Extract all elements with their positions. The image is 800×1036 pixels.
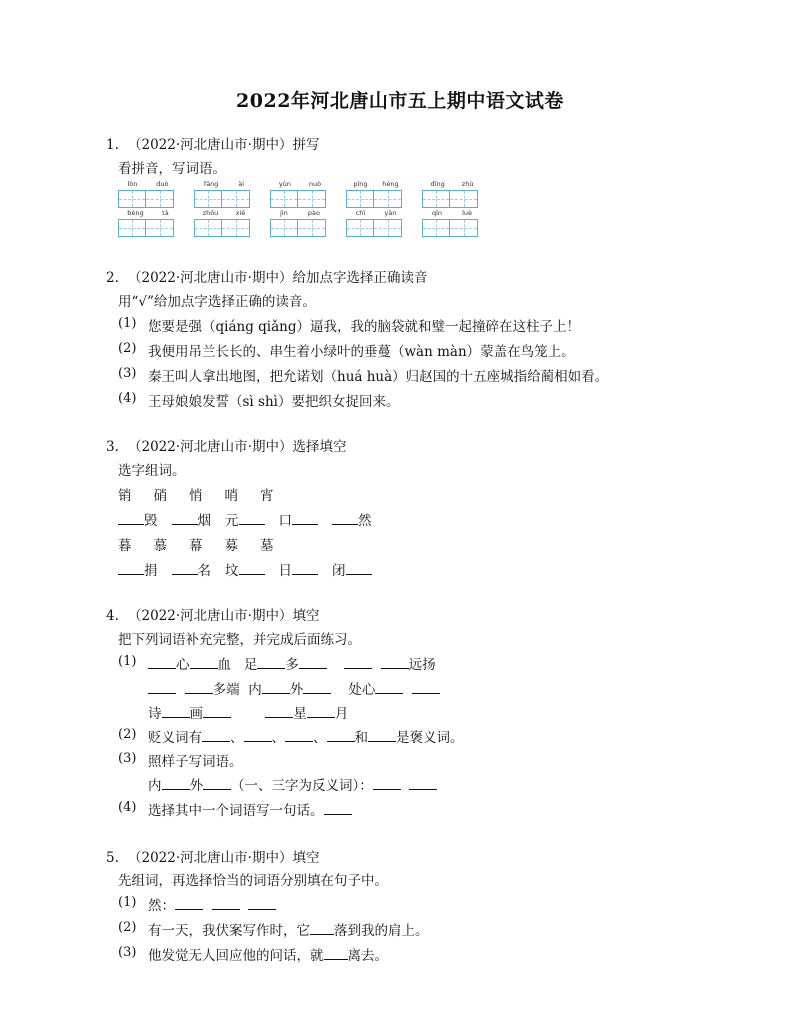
question-source: （2022·河北唐山市·期中）填空 <box>128 850 320 866</box>
fill-blank-word: 毁 <box>118 509 158 529</box>
char-option: 募 <box>224 538 238 554</box>
question-source: （2022·河北唐山市·期中）给加点字选择正确读音 <box>128 270 428 286</box>
char-option: 硝 <box>153 488 167 504</box>
char-choices-2 <box>118 534 296 554</box>
question-3-instruction: 选字组词。 <box>118 463 186 479</box>
pinyin-word <box>194 180 254 208</box>
question-3-header <box>106 435 346 455</box>
pinyin-syllable: tà <box>162 209 169 217</box>
sentence-instruction: 选择其中一个词语写一句话。 <box>148 799 352 819</box>
writing-cell[interactable] <box>146 219 174 237</box>
writing-cell[interactable] <box>118 219 146 237</box>
char-choices-1 <box>118 484 296 504</box>
pinyin-syllable: xiē <box>235 209 246 217</box>
question-source: （2022·河北唐山市·期中）填空 <box>128 608 320 624</box>
char-option: 宵 <box>260 488 274 504</box>
question-4-instruction: 把下列词语补充完整，并完成后面练习。 <box>118 632 361 648</box>
writing-cell[interactable] <box>118 190 146 208</box>
char-option: 哨 <box>224 488 238 504</box>
writing-cell[interactable] <box>374 219 402 237</box>
pinyin-syllable: yùn <box>278 180 292 188</box>
char-option: 暮 <box>118 538 132 554</box>
char-option: 悄 <box>189 488 203 504</box>
sub-question-number: (2) <box>118 727 137 742</box>
pinyin-syllable: héng <box>382 180 399 188</box>
fill-blank-word: 元 <box>225 509 265 529</box>
fill-row-2 <box>118 559 386 579</box>
char-option: 销 <box>118 488 132 504</box>
pinyin-word <box>346 180 406 208</box>
question-number: 3. <box>106 439 119 455</box>
writing-cell[interactable] <box>194 219 222 237</box>
fill-row-1 <box>118 509 386 529</box>
writing-cell[interactable] <box>374 190 402 208</box>
writing-cell[interactable] <box>346 219 374 237</box>
sub-question-number: (1) <box>118 654 137 669</box>
fill-blank-word: 坟 <box>225 559 265 579</box>
pinyin-row-1 <box>118 180 482 208</box>
writing-cell[interactable] <box>422 190 450 208</box>
page-title: 2022年河北唐山市五上期中语文试卷 <box>236 90 564 112</box>
pinyin-syllable: duò <box>156 180 169 188</box>
pinyin-syllable: chì <box>355 209 366 217</box>
example-fill-line: 内 外 （一、三字为反义词）： <box>148 774 437 794</box>
pinyin-row-2 <box>118 209 482 237</box>
question-5-header <box>106 846 319 866</box>
question-4-header <box>106 604 319 624</box>
pinyin-syllable: lòn <box>127 180 138 188</box>
question-number: 4. <box>106 608 119 624</box>
writing-cell[interactable] <box>222 190 250 208</box>
fill-blank-word: 名 <box>172 559 212 579</box>
pinyin-word <box>422 209 482 237</box>
pinyin-syllable: píng <box>353 180 368 188</box>
pinyin-word <box>270 209 330 237</box>
pinyin-word <box>422 180 482 208</box>
pinyin-syllable: zhōu <box>202 209 219 217</box>
fill-blank-word: 口 <box>279 509 319 529</box>
question-1-header <box>106 133 319 153</box>
sub-question-number: (1) <box>118 895 137 910</box>
fill-blank-word: 捐 <box>118 559 158 579</box>
sub-question-number: (3) <box>118 945 137 960</box>
fill-blank-word: 烟 <box>172 509 212 529</box>
sub-question-number: (2) <box>118 341 137 356</box>
pinyin-syllable: zhù <box>461 180 474 188</box>
question-source: （2022·河北唐山市·期中）拼写 <box>128 137 320 153</box>
sentence-fill-3: 他发觉无人回应他的问话，就 离去。 <box>148 948 388 964</box>
pinyin-syllable: fāng <box>203 180 219 188</box>
fill-blank-word: 然 <box>332 509 372 529</box>
char-option: 慕 <box>153 538 167 554</box>
pronunciation-item: 您要是强（qiáng qiǎng）逼我，我的脑袋就和璧一起撞碎在这柱子上！ <box>148 319 580 335</box>
sub-question-number: (3) <box>118 751 137 766</box>
sub-question-number: (3) <box>118 366 137 381</box>
question-2-header <box>106 266 427 286</box>
pinyin-syllable: bèng <box>127 209 144 217</box>
writing-cell[interactable] <box>298 190 326 208</box>
writing-cell[interactable] <box>450 190 478 208</box>
pronunciation-item: 我便用吊兰长长的、串生着小绿叶的垂蔓（wàn màn）蒙盖在鸟笼上。 <box>148 344 575 360</box>
pinyin-syllable: jìn <box>280 209 288 217</box>
question-2-instruction: 用“√”给加点字选择正确的读音。 <box>118 294 316 310</box>
writing-cell[interactable] <box>270 190 298 208</box>
pinyin-syllable: nuò <box>308 180 322 188</box>
sub-question-number: (2) <box>118 920 137 935</box>
sub-question-number: (4) <box>118 391 137 406</box>
word-fill-line: 然： <box>148 894 276 914</box>
writing-cell[interactable] <box>450 219 478 237</box>
fill-blank-word: 闭 <box>332 559 372 579</box>
question-5-instruction: 先组词，再选择恰当的词语分别填在句子中。 <box>118 873 388 889</box>
pinyin-syllable: ài <box>238 180 245 188</box>
idiom-fill-row-2: 多端 内 外 处心 <box>148 678 440 698</box>
pinyin-syllable: dīng <box>430 180 445 188</box>
writing-cell[interactable] <box>194 190 222 208</box>
pronunciation-item: 王母娘娘发誓（sì shì）要把织女捉回来。 <box>148 394 400 410</box>
question-source: （2022·河北唐山市·期中）选择填空 <box>128 439 347 455</box>
pinyin-word <box>118 209 178 237</box>
idiom-fill-row-3: 诗 画 星 月 <box>148 706 349 722</box>
writing-cell[interactable] <box>346 190 374 208</box>
sub-question-number: (1) <box>118 316 137 331</box>
example-instruction: 照样子写词语。 <box>148 754 243 770</box>
derogatory-words-line: 贬义词有 、 、 、 和 是褒义词。 <box>148 730 464 746</box>
pinyin-word <box>270 180 330 208</box>
writing-cell[interactable] <box>298 219 326 237</box>
pinyin-syllable: luè <box>462 209 472 217</box>
char-option: 幕 <box>189 538 203 554</box>
writing-cell[interactable] <box>422 219 450 237</box>
idiom-fill-row-1: 心 血 足 多 远扬 <box>148 653 436 673</box>
fill-blank-word: 日 <box>279 559 319 579</box>
question-number: 5. <box>106 850 119 866</box>
char-option: 墓 <box>260 538 274 554</box>
pinyin-syllable: qīn <box>432 209 443 217</box>
question-number: 2. <box>106 270 119 286</box>
writing-cell[interactable] <box>222 219 250 237</box>
question-number: 1. <box>106 137 119 153</box>
writing-cell[interactable] <box>146 190 174 208</box>
writing-cell[interactable] <box>270 219 298 237</box>
question-1-instruction: 看拼音，写词语。 <box>118 161 226 177</box>
pinyin-word <box>346 209 406 237</box>
pronunciation-item: 秦王叫人拿出地图，把允诺划（huá huà）归赵国的十五座城指给蔺相如看。 <box>148 369 609 385</box>
pinyin-syllable: pào <box>307 209 320 217</box>
pinyin-word <box>118 180 178 208</box>
sentence-fill-2: 有一天，我伏案写作时，它 落到我的肩上。 <box>148 923 429 939</box>
sub-question-number: (4) <box>118 800 137 815</box>
pinyin-word <box>194 209 254 237</box>
pinyin-syllable: yàn <box>384 209 397 217</box>
